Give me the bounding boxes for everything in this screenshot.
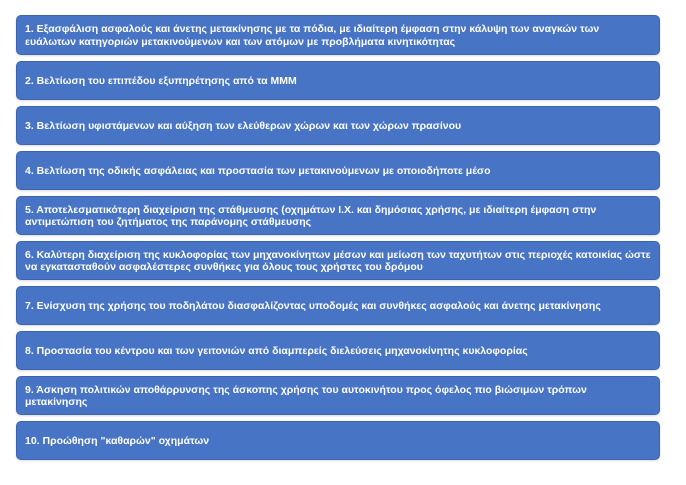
objective-1: 1. Εξασφάλιση ασφαλούς και άνετης μετακίνησης με τα πόδια, με ιδιαίτερη έμφαση στην κάλυψη των αναγκών των ευάλωτων κατηγοριών μετακινούμενων και των ατόμων με προβλήματα κινητικότητας bbox=[16, 15, 660, 55]
objectives-list bbox=[16, 15, 660, 460]
objective-8: 8. Προστασία του κέντρου και των γειτονιών από διαμπερείς διελεύσεις μηχανοκίνητης κυκλοφορίας bbox=[16, 331, 660, 370]
objective-5: 5. Αποτελεσματικότερη διαχείριση της στάθμευσης (οχημάτων Ι.Χ. και δημόσιας χρήσης, με ιδιαίτερη έμφαση στην αντιμετώπιση του ζητήματος της παράνομης στάθμευσης bbox=[16, 196, 660, 235]
objective-2: 2. Βελτίωση του επιπέδου εξυπηρέτησης από τα ΜΜΜ bbox=[16, 61, 660, 100]
objective-7: 7. Ενίσχυση της χρήσης του ποδηλάτου διασφαλίζοντας υποδομές και συνθήκες ασφαλούς και άνετης μετακίνησης bbox=[16, 286, 660, 325]
objective-4: 4. Βελτίωση της οδικής ασφάλειας και προστασία των μετακινούμενων με οποιοδήποτε μέσο bbox=[16, 151, 660, 190]
objective-6: 6. Καλύτερη διαχείριση της κυκλοφορίας των μηχανοκίνητων μέσων και μείωση των ταχυτήτων στις περιοχές κατοικίας ώστε να εγκατασταθούν ασφαλέστερες συνθήκες για όλους τους χρήστες του δρόμου bbox=[16, 241, 660, 280]
objective-9: 9. Άσκηση πολιτικών αποθάρρυνσης της άσκοπης χρήσης του αυτοκινήτου προς όφελος πιο βιώσιμων τρόπων μετακίνησης bbox=[16, 376, 660, 415]
objective-3: 3. Βελτίωση υφιστάμενων και αύξηση των ελεύθερων χώρων και των χώρων πρασίνου bbox=[16, 106, 660, 145]
objective-10: 10. Προώθηση "καθαρών" οχημάτων bbox=[16, 421, 660, 460]
